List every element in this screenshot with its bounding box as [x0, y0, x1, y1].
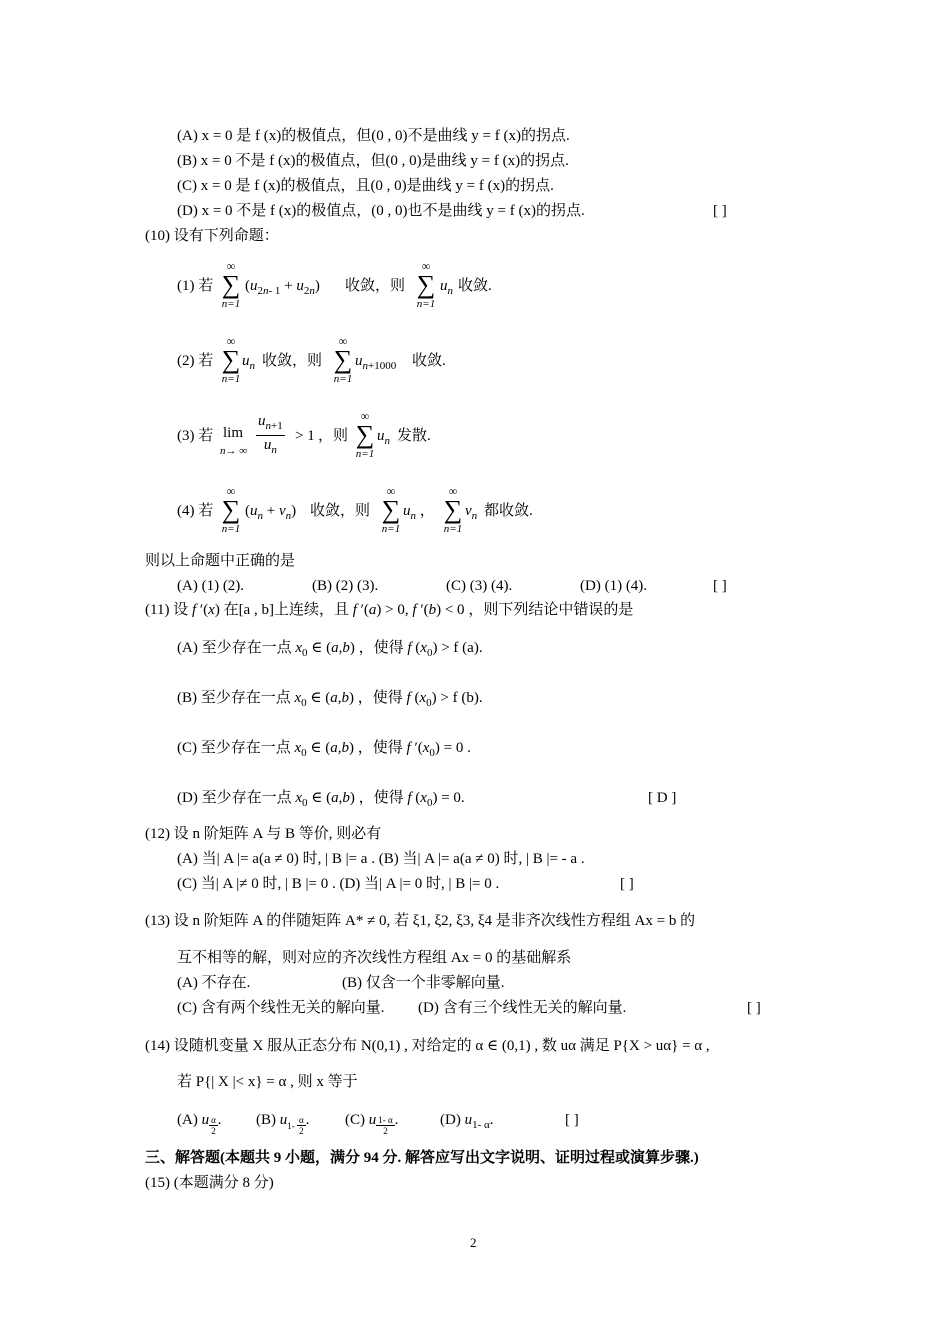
q14-option-b: (B) $u_{1-}$ $\frac{\alpha}{2}$ .: [256, 1112, 310, 1136]
q10-item2-sum1: ∞ ∑ n=1: [221, 334, 241, 385]
q12-stem: (12) 设 n 阶矩阵 A 与 B 等价, 则必有: [145, 826, 382, 842]
q10-item1-prefix: (1) 若: [177, 278, 214, 294]
section-title: 三、解答题(本题共 9 小题，满分 94 分. 解答应写出文字说明、证明过程或演算步骤.): [145, 1150, 699, 1166]
q10-item2-term: $u_{n+1000}$: [355, 353, 397, 372]
q14-option-c: (C) u $\frac{1- \alpha}{2}$ .: [345, 1112, 399, 1136]
q14-option-a: (A) u $\frac{\alpha}{2}$ .: [177, 1112, 222, 1136]
q11-stem: (11) 设 f ′(x) 在[a , b]上连续，且 f ′(a) > 0, f ′(b) < 0 ，则下列结论中错误的是: [145, 602, 634, 618]
q10-option-d: (D) (1) (4).: [580, 578, 648, 594]
q12-line1: (A) 当| A |= a(a ≠ 0) 时, | B |= a . (B) 当| A |= a(a ≠ 0) 时, | B |= - a .: [177, 851, 585, 867]
q10-item3-end: 发散.: [397, 428, 431, 444]
q13-stem2: 互不相等的解，则对应的齐次线性方程组 Ax = 0 的基础解系: [177, 950, 572, 966]
q10-item2-un: $u_n$: [242, 353, 255, 372]
q14-stem2: 若 P{| X |< x} = α , 则 x 等于: [177, 1074, 358, 1090]
q10-item4-vn: $v_n$: [465, 503, 478, 522]
q11-option-a: (A) 至少存在一点 $x_0$ ∈ (a,b) ，使得 f $(x_0) > f$ (a).: [177, 640, 483, 659]
q10-item3-fraction: $\frac{u_{n+1}}{u_n}$: [258, 413, 283, 456]
q14-stem: (14) 设随机变量 X 服从正态分布 N(0,1) , 对给定的 α ∈ (0,1) , 数 uα 满足 P{X > uα} = α ,: [145, 1038, 710, 1054]
q10-conclusion: 则以上命题中正确的是: [145, 553, 296, 569]
q12-line2: (C) 当| A |≠ 0 时, | B |= 0 . (D) 当| A |= 0 时, | B |= 0 .: [177, 876, 500, 892]
q10-option-a: (A) (1) (2).: [177, 578, 245, 594]
q13-option-d: (D) 含有三个线性无关的解向量.: [418, 1000, 627, 1016]
q10-item1-mid: 收敛，则: [345, 278, 406, 294]
q10-item3-un: $u_n$: [377, 428, 390, 447]
q10-stem: (10) 设有下列命题：: [145, 228, 279, 244]
q10-item1-sum2: ∞ ∑ n=1: [416, 259, 436, 310]
q10-item4-term: $(u_n + v_n)$: [245, 503, 297, 522]
q9-answer-bracket: [ ]: [713, 203, 727, 219]
q13-stem: (13) 设 n 阶矩阵 A 的伴随矩阵 A* ≠ 0, 若 ξ1, ξ2, ξ3, ξ4 是非齐次线性方程组 Ax = b 的: [145, 913, 696, 929]
q10-item1-end: 收敛.: [458, 278, 492, 294]
q10-item4-mid: 收敛，则: [310, 503, 371, 519]
q10-item2-mid: 收敛，则: [262, 353, 323, 369]
q11-answer: [ D ]: [648, 790, 677, 806]
q10-option-c: (C) (3) (4).: [446, 578, 513, 594]
q9-option-a: (A) x = 0 是 f (x)的极值点，但(0 , 0)不是曲线 y = f (x)的拐点.: [177, 128, 570, 144]
q10-item4-un: $u_n$ ，: [403, 503, 435, 522]
q13-option-b: (B) 仅含一个非零解向量.: [342, 975, 505, 991]
q15-header: (15) (本题满分 8 分): [145, 1175, 274, 1191]
q10-item4-sum2: ∞ ∑ n=1: [381, 484, 401, 535]
q10-item2-end: 收敛.: [412, 353, 446, 369]
q14-option-d: (D) $u_{1- \alpha}$.: [440, 1112, 494, 1131]
q9-option-d: (D) x = 0 不是 f (x)的极值点，(0 , 0)也不是曲线 y = f (x)的拐点.: [177, 203, 585, 219]
q14-answer-bracket: [ ]: [565, 1112, 579, 1128]
q10-item4-sum3: ∞ ∑ n=1: [443, 484, 463, 535]
q10-item1-sum1: ∞ ∑ n=1: [221, 259, 241, 310]
q10-option-b: (B) (2) (3).: [312, 578, 379, 594]
q10-item3-sum: ∞ ∑ n=1: [355, 409, 375, 460]
q11-option-d: (D) 至少存在一点 $x_0$ ∈ (a,b) ，使得 f $(x_0) = 0$.: [177, 790, 465, 809]
q9-option-b: (B) x = 0 不是 f (x)的极值点，但(0 , 0)是曲线 y = f (x)的拐点.: [177, 153, 569, 169]
q10-item3-lim: lim: [223, 425, 244, 441]
q10-item3-lim-sub: n→ ∞: [220, 445, 248, 457]
q11-option-b: (B) 至少存在一点 $x_0$ ∈ (a,b) ，使得 f $(x_0) > f$ (b).: [177, 690, 483, 709]
q10-item3-gt: > 1: [295, 428, 315, 444]
q9-option-c: (C) x = 0 是 f (x)的极值点，且(0 , 0)是曲线 y = f (x)的拐点.: [177, 178, 554, 194]
q12-answer-bracket: [ ]: [620, 876, 634, 892]
q10-item4-end: 都收敛.: [484, 503, 533, 519]
q10-item1-un: $u_n$: [440, 278, 453, 297]
q10-item2-sum2: ∞ ∑ n=1: [333, 334, 353, 385]
q10-item1-term: $(u_{2n- 1} + u_{2n})$: [245, 278, 320, 297]
q10-item3-mid: ，则: [318, 428, 349, 444]
q10-item4-prefix: (4) 若: [177, 503, 214, 519]
q10-answer-bracket: [ ]: [713, 578, 727, 594]
q13-option-c: (C) 含有两个线性无关的解向量.: [177, 1000, 385, 1016]
q10-item2-prefix: (2) 若: [177, 353, 214, 369]
q13-option-a: (A) 不存在.: [177, 975, 251, 991]
page-number: 2: [470, 1235, 477, 1250]
q13-answer-bracket: [ ]: [747, 1000, 761, 1016]
q11-option-c: (C) 至少存在一点 $x_0$ ∈ (a,b) ，使得 f $'(x_0) = 0$ .: [177, 740, 471, 759]
q10-item3-prefix: (3) 若: [177, 428, 214, 444]
q10-item4-sum1: ∞ ∑ n=1: [221, 484, 241, 535]
